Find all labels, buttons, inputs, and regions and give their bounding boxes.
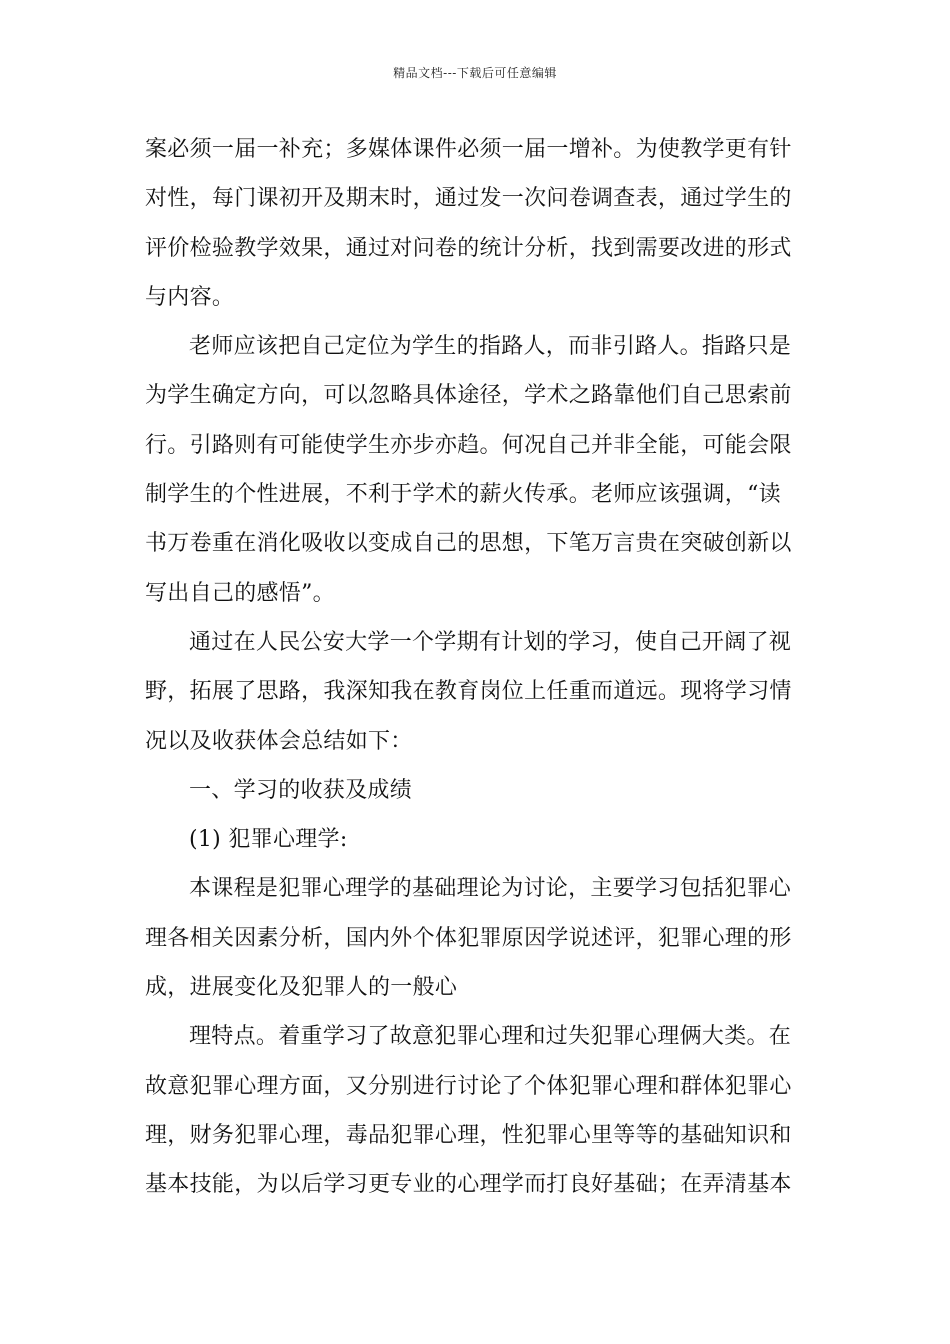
- paragraph: [145, 322, 810, 618]
- paragraph: [145, 864, 810, 1012]
- text-line: 案必须一届一补充；多媒体课件必须一届一增补。为使教学更有针: [145, 137, 792, 162]
- paragraph: [145, 618, 810, 766]
- text-line: 老师应该把自己定位为学生的指路人，而非引路人。指路只是: [189, 334, 792, 360]
- text-line: 一、学习的收获及成绩: [189, 777, 413, 803]
- text-line: 本课程是犯罪心理学的基础理论为讨论，主要学习包括犯罪心: [189, 876, 792, 902]
- text-line: 故意犯罪心理方面，又分别进行讨论了个体犯罪心理和群体犯罪心: [145, 1073, 792, 1099]
- text-line: 理，财务犯罪心理，毒品犯罪心理，性犯罪心里等等的基础知识和: [145, 1122, 792, 1148]
- text-line: 评价检验教学效果，通过对问卷的统计分析，找到需要改进的形式: [145, 235, 792, 261]
- text-line: 行。引路则有可能使学生亦步亦趋。何况自己并非全能，可能会限: [145, 432, 792, 458]
- section-heading: [145, 766, 810, 815]
- document-body: [145, 125, 810, 1210]
- paragraph: [145, 1012, 810, 1209]
- text-line: 野，拓展了思路，我深知我在教育岗位上任重而道远。现将学习情: [145, 679, 792, 705]
- text-line: 制学生的个性进展，不利于学术的薪火传承。老师应该强调，“读: [145, 482, 781, 508]
- text-line: 成，进展变化及犯罪人的一般心: [145, 975, 458, 1001]
- text-line: 理各相关因素分析，国内外个体犯罪原因学说述评，犯罪心理的形: [145, 925, 792, 951]
- text-line: 基本技能，为以后学习更专业的心理学而打良好基础；在弄清基本: [145, 1172, 792, 1198]
- text-line: 对性，每门课初开及期末时，通过发一次问卷调查表，通过学生的: [145, 186, 792, 212]
- page-header: 精品文档---下载后可任意编辑: [393, 66, 557, 80]
- text-line: 通过在人民公安大学一个学期有计划的学习，使自己开阔了视: [189, 629, 792, 655]
- text-line: 况以及收获体会总结如下：: [145, 728, 413, 754]
- text-line: 为学生确定方向，可以忽略具体途径，学术之路靠他们自己思索前: [145, 383, 792, 409]
- text-line: 写出自己的感悟”。: [145, 580, 335, 606]
- text-line: 理特点。着重学习了故意犯罪心理和过失犯罪心理俩大类。在: [189, 1024, 792, 1050]
- text-line: 与内容。: [145, 284, 235, 310]
- paragraph: [145, 125, 810, 322]
- text-line: (1) 犯罪心理学:: [189, 827, 348, 853]
- text-line: 书万卷重在消化吸收以变成自己的思想，下笔万言贵在突破创新以: [145, 531, 792, 557]
- subsection-heading: [145, 815, 810, 864]
